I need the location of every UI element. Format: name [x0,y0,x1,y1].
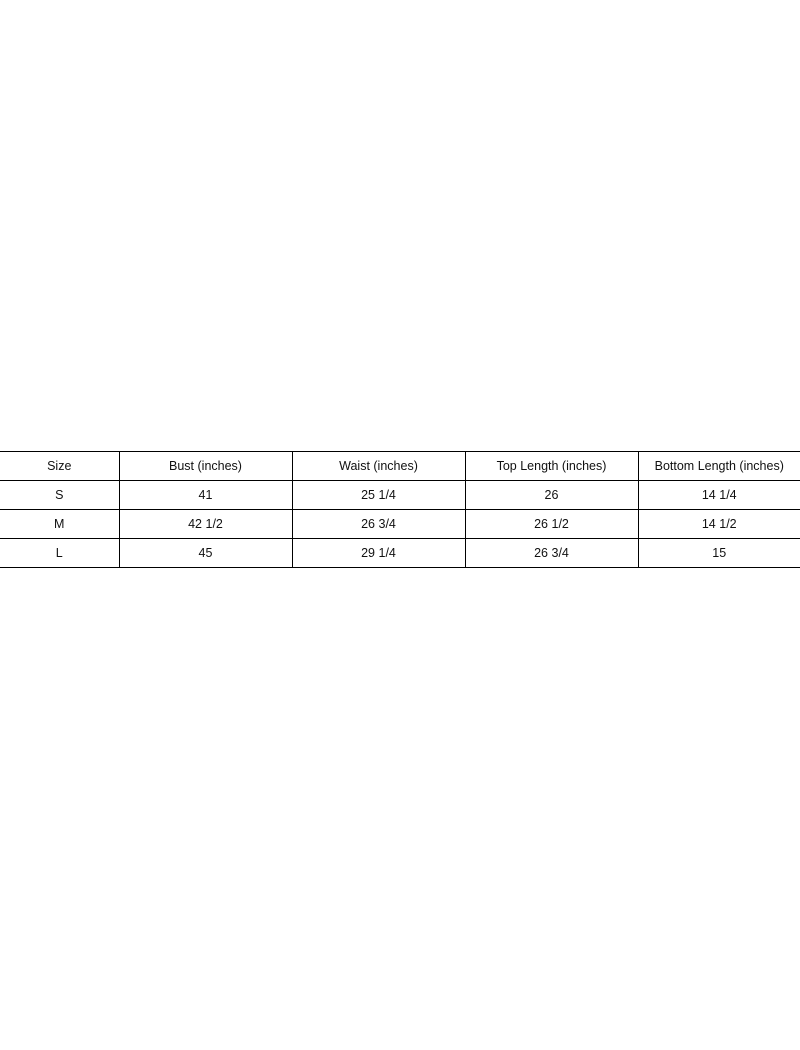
cell-top-length: 26 1/2 [465,510,638,539]
table-header-row [0,452,800,481]
cell-bust: 45 [119,539,292,568]
cell-bottom-length: 14 1/2 [638,510,800,539]
cell-top-length: 26 [465,481,638,510]
size-chart-table [0,451,800,568]
column-header-size: Size [0,452,119,481]
cell-bust: 41 [119,481,292,510]
table-row [0,510,800,539]
cell-bust: 42 1/2 [119,510,292,539]
column-header-bust: Bust (inches) [119,452,292,481]
cell-size: L [0,539,119,568]
cell-waist: 26 3/4 [292,510,465,539]
size-chart-container [0,451,800,568]
table-row [0,481,800,510]
cell-size: S [0,481,119,510]
cell-size: M [0,510,119,539]
cell-bottom-length: 14 1/4 [638,481,800,510]
cell-waist: 25 1/4 [292,481,465,510]
cell-top-length: 26 3/4 [465,539,638,568]
column-header-waist: Waist (inches) [292,452,465,481]
cell-waist: 29 1/4 [292,539,465,568]
column-header-top-length: Top Length (inches) [465,452,638,481]
table-row [0,539,800,568]
column-header-bottom-length: Bottom Length (inches) [638,452,800,481]
cell-bottom-length: 15 [638,539,800,568]
